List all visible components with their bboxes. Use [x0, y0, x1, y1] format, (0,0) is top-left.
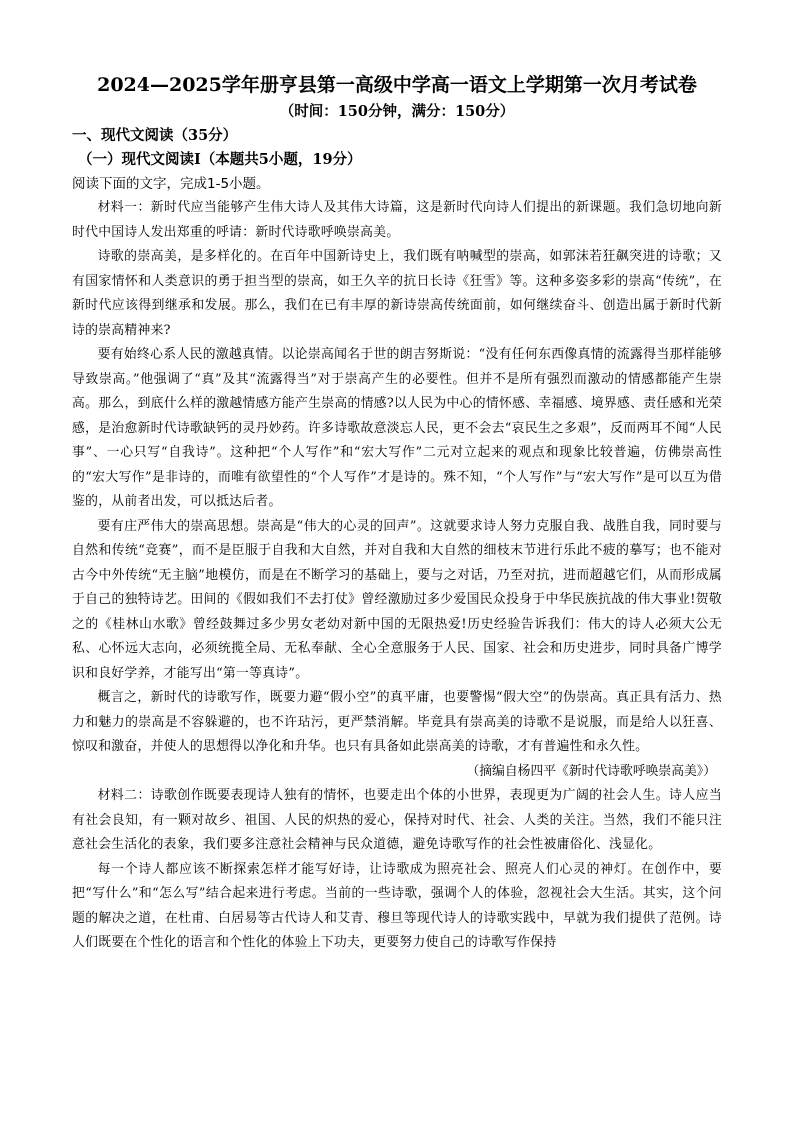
exam-title: 2024—2025学年册亨县第一高级中学高一语文上学期第一次月考试卷 — [97, 74, 697, 96]
material1-paragraph: 诗歌的崇高美，是多样化的。在百年中国新诗史上，我们既有呐喊型的崇高，如郭沫若狂飙突进的诗歌；又有国家情怀和人类意识的勇于担当型的崇高，如王久辛的抗日长诗《狂雪》等。这种多姿多彩的崇高“传统”，在新时代应该得到继承和发展。那么，我们在已有丰厚的新诗崇高传统面前，如何继续奋斗、创造出属于新时代新诗的崇高精神来? — [72, 249, 722, 338]
subsection-heading: （一）现代文阅读Ⅰ（本题共5小题，19分） — [78, 151, 362, 168]
exam-time-score: （时间：150分钟，满分：150分） — [279, 103, 515, 120]
material1-paragraph: 概言之，新时代的诗歌写作，既要力避“假小空”的真平庸，也要警惕“假大空”的伪崇高。真正具有活力、热力和魅力的崇高是不容躲避的，也不许玷污，更严禁消解。毕竟具有崇高美的诗歌不是说服，而是给人以狂喜、惊叹和激奋，并使人的思想得以净化和升华。也只有具备如此崇高美的诗歌，才有普遍性和永久性。 — [72, 690, 722, 754]
reading-instruction: 阅读下面的文字，完成1-5小题。 — [72, 176, 270, 192]
material1-paragraph: 要有始终心系人民的激越真情。以论崇高闻名于世的朗吉努斯说：“没有任何东西像真情的流露得当那样能够导致崇高。”他强调了“真”及其“流露得当”对于崇高产生的必要性。但并不是所有强烈而激动的情感都能产生崇高。那么，到底什么样的激越情感方能产生崇高的情感?以人民为中心的情怀感、幸福感、境界感、责任感和光荣感，是治愈新时代诗歌缺钙的灵丹妙药。许多诗歌故意淡忘人民，更不会去“哀民生之多艰”，反而两耳不闻“人民事”、一心只写“自我诗”。这种把“个人写作”和“宏大写作”二元对立起来的观点和现象比较普遍，仿佛崇高性的“宏大写作”是非诗的，而唯有欲望性的“个人写作”才是诗的。殊不知，“个人写作”与“宏大写作”是可以互为借鉴的，从前者出发，可以抵达后者。 — [72, 347, 722, 509]
material1-source: （摘编自杨四平《新时代诗歌呼唤崇高美》） — [466, 763, 716, 779]
material1-paragraph: 要有庄严伟大的崇高思想。崇高是“伟大的心灵的回声”。这就要求诗人努力克服自我、战胜自我，同时要与自然和传统“竞赛”，而不是臣服于自我和大自然，并对自我和大自然的细枝末节进行乐此不疲的摹写；也不能对古今中外传统“无主脑”地模仿，而是在不断学习的基础上，要与之对话，乃至对抗，进而超越它们，从而形成属于自己的独特诗艺。田间的《假如我们不去打仗》曾经激励过多少爱国民众投身于中华民族抗战的伟大事业!贺敬之的《桂林山水歌》曾经鼓舞过多少男女老幼对新中国的无限热爱!历史经验告诉我们：伟大的诗人必须大公无私、心怀远大志向，必须统揽全局、无私奉献、全心全意服务于人民、国家、社会和历史进步，同时具备广博学识和良好学养，才能写出“第一等真诗”。 — [72, 518, 722, 681]
exam-page — [72, 70, 722, 956]
material1-paragraph: 材料一：新时代应当能够产生伟大诗人及其伟大诗篇，这是新时代向诗人们提出的新课题。我们急切地向新时代中国诗人发出郑重的呼请：新时代诗歌呼唤崇高美。 — [72, 200, 722, 240]
material2-paragraph: 每一个诗人都应该不断探索怎样才能写好诗，让诗歌成为照亮社会、照亮人们心灵的神灯。在创作中，要把“写什么”和“怎么写”结合起来进行考虑。当前的一些诗歌，强调个人的体验，忽视社会大生活。其实，这个问题的解决之道，在杜甫、白居易等古代诗人和艾青、穆旦等现代诗人的诗歌实践中，早就为我们提供了范例。诗人们既要在个性化的语言和个性化的体验上下功夫，更要努力使自己的诗歌写作保持 — [72, 861, 722, 950]
section-heading: 一、现代文阅读（35分） — [72, 127, 238, 144]
material2-paragraph: 材料二：诗歌创作既要表现诗人独有的情怀，也要走出个体的小世界，表现更为广阔的社会人生。诗人应当有社会良知，有一颗对故乡、祖国、人民的炽热的爱心，保持对时代、社会、人类的关注。当然，我们不能只注意社会生活化的表象，我们要多注意社会精神与民众道德，避免诗歌写作的社会性被庸俗化、浅显化。 — [72, 788, 722, 852]
